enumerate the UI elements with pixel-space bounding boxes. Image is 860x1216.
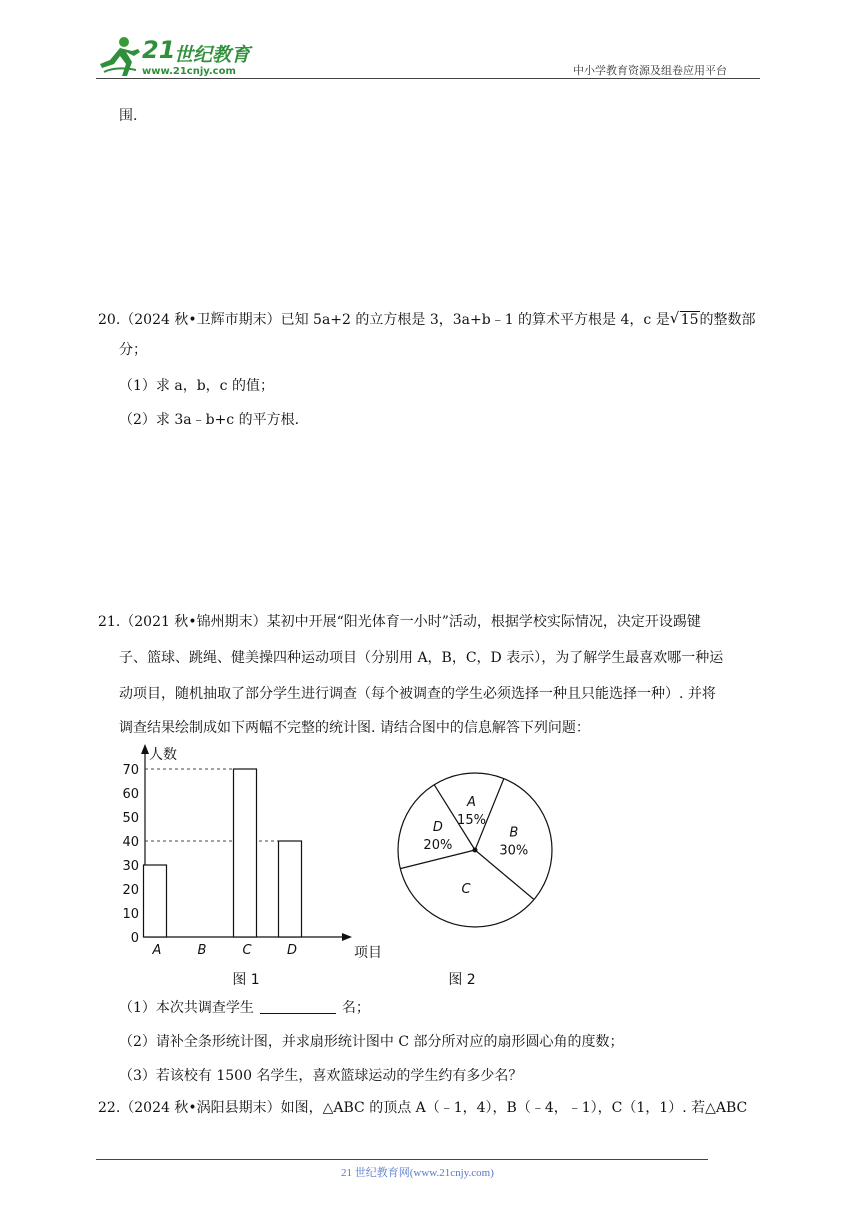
- pie-center-dot: [473, 848, 478, 853]
- q20-part2: （2）求 3a﹣b+c 的平方根.: [119, 412, 300, 428]
- y-tick-label: 10: [122, 907, 139, 922]
- x-tick-label: A: [152, 943, 162, 958]
- sqrt-symbol-icon: √: [669, 309, 680, 327]
- y-tick-label: 40: [122, 835, 139, 850]
- figure-caption: 图 1: [232, 972, 260, 988]
- slice-label-C: C: [461, 882, 471, 898]
- sqrt-radicand: 15: [680, 312, 699, 328]
- figure-caption: 图 2: [448, 972, 476, 988]
- q21-line3: 动项目，随机抽取了部分学生进行调查（每个被调查的学生必须选择一种且只能选择一种）. 并将: [119, 686, 716, 702]
- x-axis-arrow-icon: [342, 933, 352, 941]
- bar-D: [279, 841, 302, 937]
- q21-line1: 21.（2021 秋•锦州期末）某初中开展“阳光体育一小时”活动，根据学校实际情况，决定开设踢键: [98, 614, 701, 630]
- q20-line2: 分；: [119, 342, 147, 358]
- y-tick-label: 70: [122, 763, 139, 778]
- y-axis-label: 人数: [149, 747, 177, 763]
- slice-percent-B: 30%: [499, 843, 529, 859]
- header: [0, 0, 860, 80]
- prev-question-tail: 围.: [119, 108, 138, 124]
- slice-percent-A: 15%: [457, 813, 486, 829]
- x-tick-label: B: [197, 943, 207, 958]
- y-tick-label: 0: [130, 931, 139, 946]
- footer-divider: [96, 1159, 708, 1160]
- y-tick-label: 50: [122, 811, 139, 826]
- logo-title: 世纪教育: [174, 44, 251, 66]
- q21-part3: （3）若该校有 1500 名学生，喜欢篮球运动的学生约有多少名？: [119, 1068, 523, 1084]
- slice-label-B: B: [509, 825, 519, 841]
- logo-url: www.21cnjy.com: [142, 66, 236, 77]
- x-tick-label: D: [286, 943, 298, 958]
- q21-part2: （2）请补全条形统计图，并求扇形统计图中 C 部分所对应的扇形圆心角的度数；: [119, 1034, 624, 1050]
- slice-label-D: D: [432, 820, 443, 836]
- x-axis-label: 项目: [354, 945, 382, 961]
- q21-part1: [119, 998, 370, 1018]
- y-tick-label: 20: [122, 883, 139, 898]
- pie-chart: [392, 744, 562, 992]
- footer-text: 21 世纪教育网(www.21cnjy.com): [341, 1167, 494, 1179]
- slice-percent-D: 20%: [423, 838, 453, 854]
- q20-line1: [98, 310, 756, 330]
- q20-part1: （1）求 a，b，c 的值；: [119, 378, 274, 394]
- slice-label-A: A: [467, 795, 476, 811]
- header-right-text: 中小学教育资源及组卷应用平台: [573, 64, 727, 77]
- y-tick-label: 60: [122, 787, 139, 802]
- q21-part1-post: 名；: [341, 1000, 370, 1016]
- y-tick-label: 30: [122, 859, 139, 874]
- bar-chart: [118, 744, 393, 992]
- q22-line1: 22.（2024 秋•涡阳县期末）如图，△ABC 的顶点 A（﹣1，4），B（﹣4，﹣1），C（1，1）. 若△ABC: [98, 1100, 748, 1116]
- q21-line2: 子、篮球、跳绳、健美操四种运动项目（分别用 A，B，C，D 表示），为了解学生最喜欢哪一种运: [119, 650, 724, 666]
- q21-part1-pre: （1）本次共调查学生: [119, 1000, 254, 1016]
- y-axis-arrow-icon: [141, 744, 149, 754]
- header-divider: [96, 78, 760, 79]
- q21-line4: 调查结果绘制成如下两幅不完整的统计图. 请结合图中的信息解答下列问题：: [119, 720, 590, 736]
- sqrt-expression: [670, 310, 700, 330]
- logo-runner-icon: [96, 34, 142, 78]
- bar-A: [144, 865, 167, 937]
- logo-number: 21: [142, 36, 176, 64]
- q20-text-pre: 20.（2024 秋•卫辉市期末）已知 5a+2 的立方根是 3，3a+b﹣1 的算术平方根是 4，c 是: [98, 312, 670, 328]
- bar-C: [234, 769, 257, 937]
- q20-text-post: 的整数部: [699, 312, 756, 328]
- answer-blank: [260, 999, 336, 1014]
- x-tick-label: C: [242, 943, 252, 958]
